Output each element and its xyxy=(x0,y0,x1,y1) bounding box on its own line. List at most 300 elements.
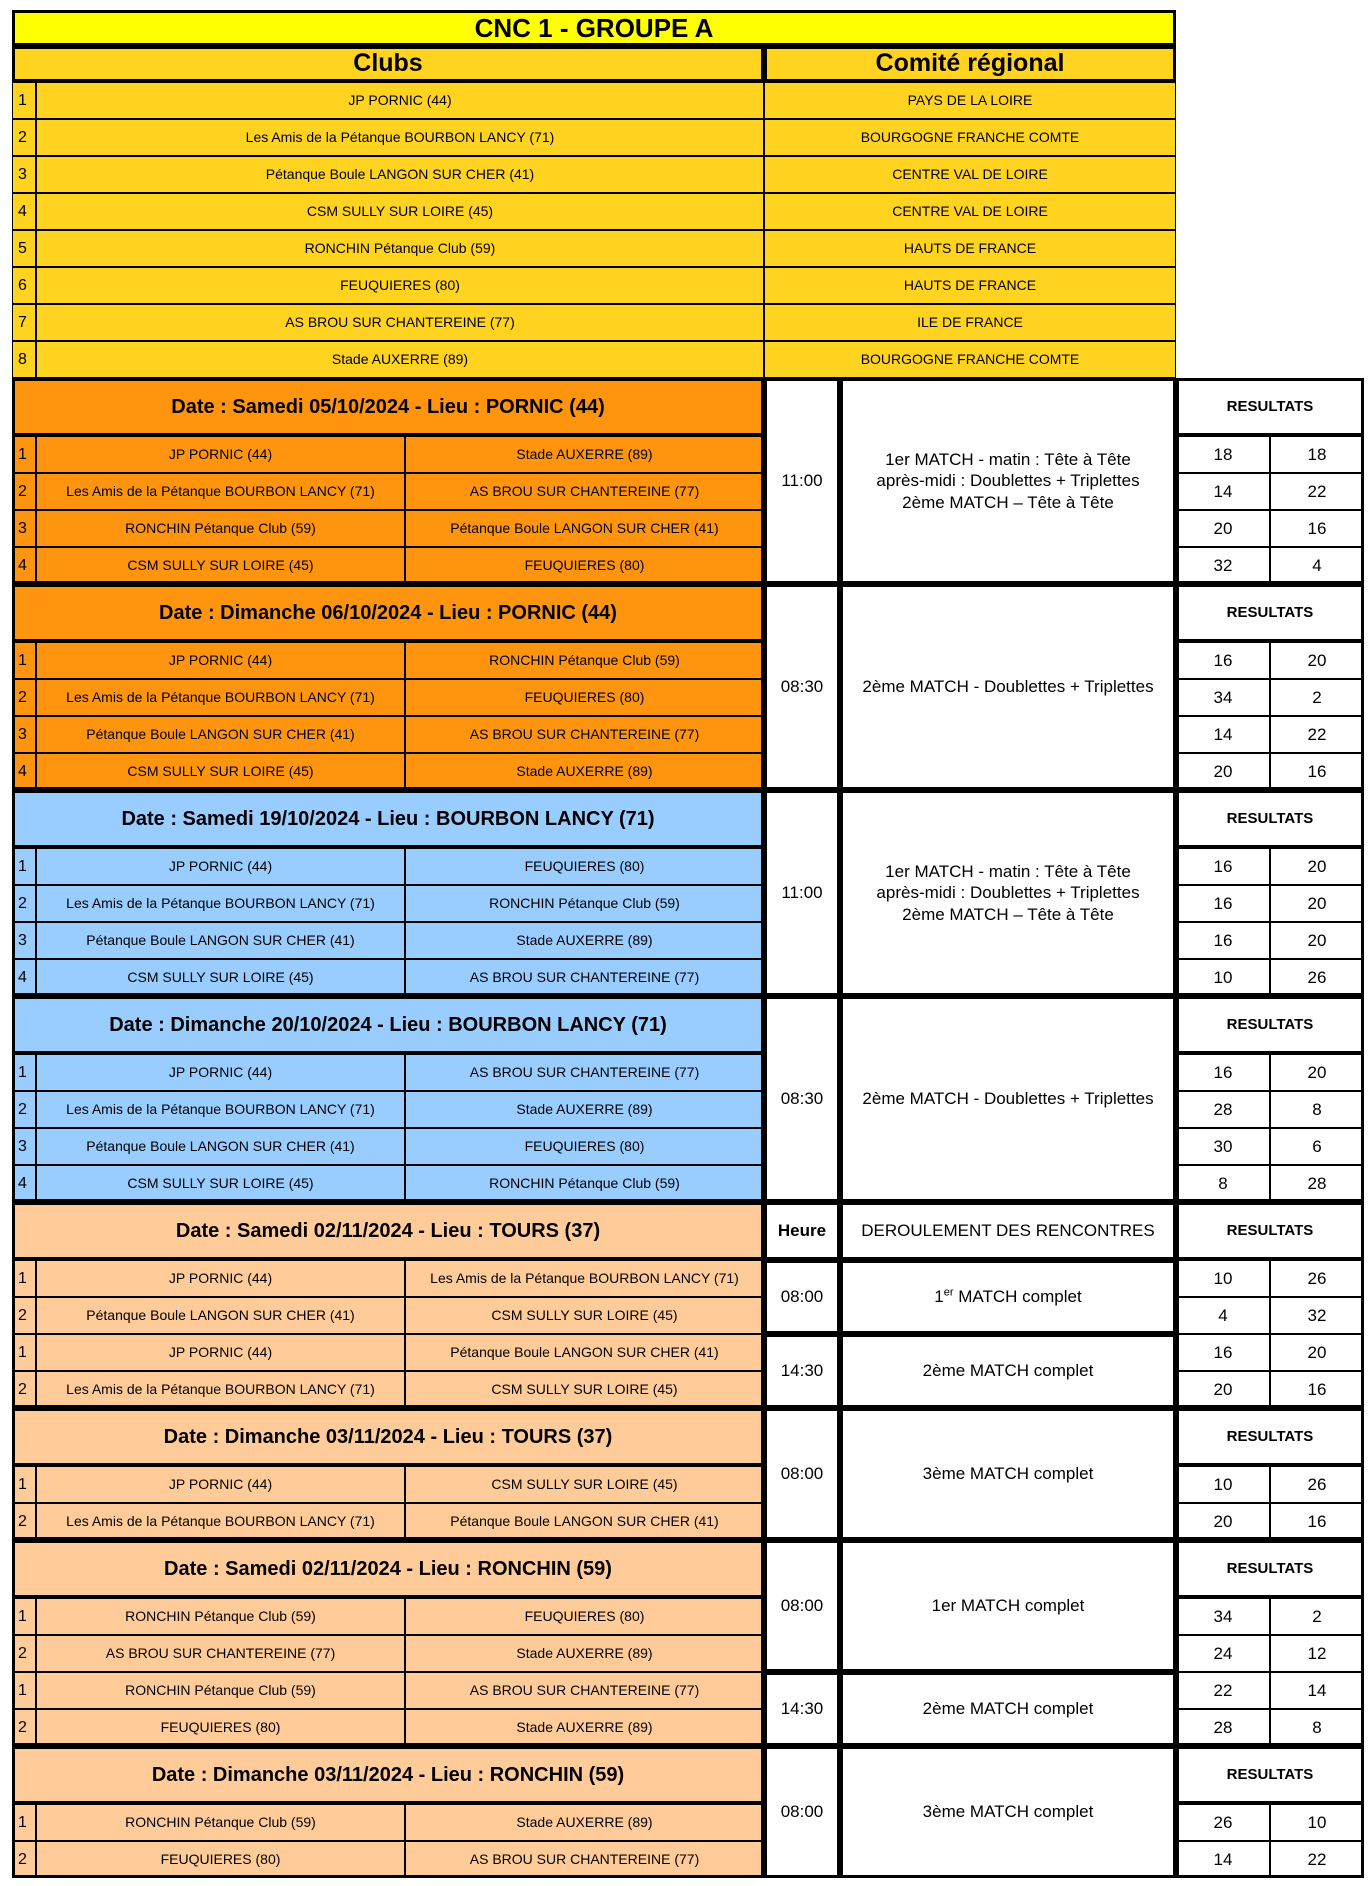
home-score xyxy=(1176,642,1270,679)
home-score xyxy=(1176,959,1270,996)
match-number-text: 2 xyxy=(18,482,27,500)
away-team-text: CSM SULLY SUR LOIRE (45) xyxy=(491,1475,678,1492)
home-team-text: Les Amis de la Pétanque BOURBON LANCY (71) xyxy=(66,1100,375,1117)
away-team-text: CSM SULLY SUR LOIRE (45) xyxy=(491,1380,678,1397)
home-score-text: 20 xyxy=(1213,761,1233,781)
club-number xyxy=(12,193,36,230)
away-score-text: 16 xyxy=(1307,761,1327,781)
home-team-text: FEUQUIERES (80) xyxy=(160,1850,281,1867)
home-score-text: 10 xyxy=(1213,967,1233,987)
club-comite-text: BOURGOGNE FRANCHE COMTE xyxy=(860,128,1080,145)
home-score xyxy=(1176,1165,1270,1202)
match-time-text: 08:00 xyxy=(780,1287,824,1307)
away-team xyxy=(405,510,764,547)
match-time-text: 08:30 xyxy=(780,677,824,697)
match-number xyxy=(12,679,36,716)
away-score-text: 20 xyxy=(1307,856,1327,876)
club-comite-text: CENTRE VAL DE LOIRE xyxy=(892,202,1048,219)
day-header-text: Date : Dimanche 03/11/2024 - Lieu : TOURS (37) xyxy=(163,1425,613,1448)
home-team-text: AS BROU SUR CHANTEREINE (77) xyxy=(105,1644,336,1661)
match-number xyxy=(12,1635,36,1672)
match-number xyxy=(12,473,36,510)
match-time-text: 11:00 xyxy=(781,883,823,903)
match-time-text: 08:00 xyxy=(780,1802,824,1822)
home-score-text: 14 xyxy=(1213,1849,1233,1869)
match-number xyxy=(12,885,36,922)
away-score-text: 22 xyxy=(1307,1849,1327,1869)
away-team-text: AS BROU SUR CHANTEREINE (77) xyxy=(469,968,700,985)
away-team-text: AS BROU SUR CHANTEREINE (77) xyxy=(469,1681,700,1698)
home-team-text: JP PORNIC (44) xyxy=(168,857,273,874)
match-description xyxy=(840,790,1176,996)
home-score xyxy=(1176,1466,1270,1503)
home-team-text: Les Amis de la Pétanque BOURBON LANCY (71) xyxy=(66,894,375,911)
match-time xyxy=(764,1408,840,1540)
home-score-text: 10 xyxy=(1213,1474,1233,1494)
away-team-text: Stade AUXERRE (89) xyxy=(516,1644,653,1661)
away-score xyxy=(1270,510,1364,547)
away-team-text: Stade AUXERRE (89) xyxy=(516,445,653,462)
match-number xyxy=(12,1841,36,1878)
results-header-text: RESULTATS xyxy=(1226,1559,1314,1577)
home-score xyxy=(1176,716,1270,753)
results-header-text: RESULTATS xyxy=(1226,1765,1314,1783)
match-number xyxy=(12,547,36,584)
away-score xyxy=(1270,1128,1364,1165)
day-header-text: Date : Dimanche 03/11/2024 - Lieu : RONCHIN (59) xyxy=(151,1763,625,1786)
away-team-text: Stade AUXERRE (89) xyxy=(516,762,653,779)
away-score xyxy=(1270,1297,1364,1334)
match-number-text: 3 xyxy=(18,1137,27,1155)
day-header xyxy=(12,1408,764,1466)
day-header-text: Date : Dimanche 06/10/2024 - Lieu : PORNIC (44) xyxy=(159,601,617,624)
home-score-text: 16 xyxy=(1213,1062,1233,1082)
away-score xyxy=(1270,473,1364,510)
away-team xyxy=(405,1804,764,1841)
away-team xyxy=(405,1709,764,1746)
home-team xyxy=(36,1371,405,1408)
match-number-text: 1 xyxy=(18,1343,27,1361)
match-description xyxy=(840,584,1176,790)
away-score-text: 20 xyxy=(1307,1342,1327,1362)
home-team-text: JP PORNIC (44) xyxy=(168,1269,273,1286)
home-team xyxy=(36,922,405,959)
away-score-text: 22 xyxy=(1307,481,1327,501)
club-name-text: CSM SULLY SUR LOIRE (45) xyxy=(306,202,494,219)
description-line: 2ème MATCH complet xyxy=(922,1361,1094,1381)
match-number-text: 3 xyxy=(18,519,27,537)
match-number xyxy=(12,716,36,753)
home-team xyxy=(36,1598,405,1635)
match-time-text: 08:00 xyxy=(780,1596,824,1616)
match-time-text: 11:00 xyxy=(781,471,823,491)
home-team xyxy=(36,885,405,922)
description-line: 2ème MATCH – Tête à Tête xyxy=(902,492,1114,512)
home-team-text: JP PORNIC (44) xyxy=(168,651,273,668)
home-score xyxy=(1176,1371,1270,1408)
home-score-text: 34 xyxy=(1213,687,1233,707)
match-number xyxy=(12,1260,36,1297)
home-score-text: 8 xyxy=(1218,1173,1228,1193)
match-number xyxy=(12,1091,36,1128)
match-time xyxy=(764,996,840,1202)
match-time xyxy=(764,1672,840,1746)
home-team xyxy=(36,1672,405,1709)
results-header xyxy=(1176,1408,1364,1466)
home-score xyxy=(1176,547,1270,584)
away-score-text: 6 xyxy=(1312,1136,1322,1156)
match-time-text: 14:30 xyxy=(780,1699,824,1719)
away-score-text: 26 xyxy=(1307,967,1327,987)
away-team-text: AS BROU SUR CHANTEREINE (77) xyxy=(469,1850,700,1867)
away-score-text: 28 xyxy=(1307,1173,1327,1193)
home-team-text: CSM SULLY SUR LOIRE (45) xyxy=(127,968,314,985)
match-number xyxy=(12,1598,36,1635)
away-score xyxy=(1270,1841,1364,1878)
day-header xyxy=(12,378,764,436)
match-description xyxy=(840,378,1176,584)
away-score-text: 16 xyxy=(1307,518,1327,538)
home-team xyxy=(36,1466,405,1503)
away-team xyxy=(405,1165,764,1202)
home-score xyxy=(1176,1598,1270,1635)
home-team xyxy=(36,1128,405,1165)
match-number-text: 2 xyxy=(18,1100,27,1118)
match-number xyxy=(12,1054,36,1091)
away-score xyxy=(1270,885,1364,922)
match-number xyxy=(12,922,36,959)
home-team-text: RONCHIN Pétanque Club (59) xyxy=(125,1813,316,1830)
club-name-text: Pétanque Boule LANGON SUR CHER (41) xyxy=(265,165,535,182)
match-number xyxy=(12,1128,36,1165)
away-score-text: 20 xyxy=(1307,893,1327,913)
away-score-text: 8 xyxy=(1312,1099,1322,1119)
home-team xyxy=(36,473,405,510)
match-number-text: 1 xyxy=(18,1063,27,1081)
away-team xyxy=(405,473,764,510)
away-team-text: FEUQUIERES (80) xyxy=(524,857,645,874)
home-score xyxy=(1176,1709,1270,1746)
club-name-text: Les Amis de la Pétanque BOURBON LANCY (71) xyxy=(245,128,555,145)
home-score-text: 26 xyxy=(1213,1812,1233,1832)
away-score-text: 20 xyxy=(1307,930,1327,950)
match-number-text: 2 xyxy=(18,1512,27,1530)
home-score xyxy=(1176,848,1270,885)
away-team xyxy=(405,885,764,922)
match-number-text: 3 xyxy=(18,931,27,949)
club-number-text: 2 xyxy=(18,128,27,146)
away-score-text: 8 xyxy=(1312,1717,1322,1737)
home-score-text: 20 xyxy=(1213,518,1233,538)
deroulement-header xyxy=(840,1202,1176,1260)
home-team xyxy=(36,848,405,885)
match-description xyxy=(840,996,1176,1202)
club-comite-text: CENTRE VAL DE LOIRE xyxy=(892,165,1048,182)
results-header-text: RESULTATS xyxy=(1226,1221,1314,1239)
match-number xyxy=(12,1334,36,1371)
day-header xyxy=(12,790,764,848)
away-team xyxy=(405,1503,764,1540)
heure-header xyxy=(764,1202,840,1260)
away-score xyxy=(1270,753,1364,790)
away-score xyxy=(1270,1334,1364,1371)
results-header xyxy=(1176,1746,1364,1804)
away-score-text: 26 xyxy=(1307,1474,1327,1494)
home-score-text: 4 xyxy=(1218,1305,1228,1325)
description-line: 2ème MATCH – Tête à Tête xyxy=(902,904,1114,924)
away-team xyxy=(405,1297,764,1334)
club-name-text: RONCHIN Pétanque Club (59) xyxy=(304,239,496,256)
home-team-text: CSM SULLY SUR LOIRE (45) xyxy=(127,1174,314,1191)
away-team xyxy=(405,1128,764,1165)
home-team xyxy=(36,1054,405,1091)
home-team-text: CSM SULLY SUR LOIRE (45) xyxy=(127,762,314,779)
club-number-text: 8 xyxy=(18,350,27,368)
home-team xyxy=(36,716,405,753)
club-name xyxy=(36,156,764,193)
away-score xyxy=(1270,679,1364,716)
club-name-text: JP PORNIC (44) xyxy=(348,91,452,108)
match-number-text: 4 xyxy=(18,556,27,574)
away-team xyxy=(405,1371,764,1408)
match-time xyxy=(764,378,840,584)
away-score-text: 10 xyxy=(1307,1812,1327,1832)
home-team xyxy=(36,510,405,547)
clubs-header-text: Clubs xyxy=(353,49,423,78)
club-number xyxy=(12,119,36,156)
home-score xyxy=(1176,436,1270,473)
club-comite xyxy=(764,119,1176,156)
match-number xyxy=(12,1804,36,1841)
away-score xyxy=(1270,959,1364,996)
comite-header xyxy=(764,46,1176,82)
match-time xyxy=(764,584,840,790)
home-score xyxy=(1176,1635,1270,1672)
home-score xyxy=(1176,885,1270,922)
home-score xyxy=(1176,510,1270,547)
club-number xyxy=(12,341,36,378)
home-team-text: Les Amis de la Pétanque BOURBON LANCY (71) xyxy=(66,1380,375,1397)
description-line: 2ème MATCH - Doublettes + Triplettes xyxy=(862,677,1154,697)
home-score-text: 10 xyxy=(1213,1268,1233,1288)
away-score-text: 32 xyxy=(1307,1305,1327,1325)
match-number-text: 4 xyxy=(18,1174,27,1192)
home-score-text: 20 xyxy=(1213,1379,1233,1399)
club-comite xyxy=(764,82,1176,119)
away-team-text: RONCHIN Pétanque Club (59) xyxy=(489,1174,680,1191)
away-score-text: 26 xyxy=(1307,1268,1327,1288)
match-description xyxy=(840,1260,1176,1334)
club-number xyxy=(12,156,36,193)
club-number-text: 5 xyxy=(18,239,27,257)
away-team xyxy=(405,848,764,885)
results-header xyxy=(1176,1540,1364,1598)
match-time xyxy=(764,1540,840,1672)
description-line: 1er MATCH - matin : Tête à Tête xyxy=(885,450,1131,470)
away-team-text: FEUQUIERES (80) xyxy=(524,556,645,573)
away-score-text: 18 xyxy=(1307,444,1327,464)
match-number-text: 4 xyxy=(18,968,27,986)
home-score xyxy=(1176,1260,1270,1297)
away-team-text: AS BROU SUR CHANTEREINE (77) xyxy=(469,725,700,742)
home-team-text: JP PORNIC (44) xyxy=(168,1063,273,1080)
match-number xyxy=(12,436,36,473)
away-team xyxy=(405,1635,764,1672)
home-score-text: 16 xyxy=(1213,650,1233,670)
home-team xyxy=(36,1260,405,1297)
home-score xyxy=(1176,1054,1270,1091)
match-number-text: 2 xyxy=(18,1644,27,1662)
away-score-text: 22 xyxy=(1307,724,1327,744)
results-header-text: RESULTATS xyxy=(1226,1427,1314,1445)
home-score xyxy=(1176,1091,1270,1128)
away-score xyxy=(1270,1091,1364,1128)
away-team-text: FEUQUIERES (80) xyxy=(524,1607,645,1624)
away-score-text: 12 xyxy=(1307,1643,1327,1663)
away-team-text: CSM SULLY SUR LOIRE (45) xyxy=(491,1306,678,1323)
club-name-text: Stade AUXERRE (89) xyxy=(331,350,469,367)
match-number-text: 1 xyxy=(18,1475,27,1493)
match-time xyxy=(764,1260,840,1334)
club-number-text: 1 xyxy=(18,91,27,109)
day-header-text: Date : Samedi 05/10/2024 - Lieu : PORNIC (44) xyxy=(171,395,605,418)
description-line: après-midi : Doublettes + Triplettes xyxy=(876,883,1140,903)
home-score-text: 18 xyxy=(1213,444,1233,464)
results-header xyxy=(1176,790,1364,848)
home-team-text: Les Amis de la Pétanque BOURBON LANCY (71) xyxy=(66,482,375,499)
home-team-text: Pétanque Boule LANGON SUR CHER (41) xyxy=(86,725,355,742)
description-line: 1er MATCH - matin : Tête à Tête xyxy=(885,862,1131,882)
club-name xyxy=(36,230,764,267)
home-score xyxy=(1176,753,1270,790)
away-score xyxy=(1270,642,1364,679)
away-team xyxy=(405,547,764,584)
home-score-text: 28 xyxy=(1213,1099,1233,1119)
results-header xyxy=(1176,378,1364,436)
home-score-text: 24 xyxy=(1213,1643,1233,1663)
away-team xyxy=(405,753,764,790)
match-description xyxy=(840,1540,1176,1672)
away-team-text: Pétanque Boule LANGON SUR CHER (41) xyxy=(450,1343,719,1360)
home-team xyxy=(36,679,405,716)
results-header-text: RESULTATS xyxy=(1226,809,1314,827)
home-team xyxy=(36,547,405,584)
away-team-text: AS BROU SUR CHANTEREINE (77) xyxy=(469,482,700,499)
results-header-text: RESULTATS xyxy=(1226,603,1314,621)
home-team-text: FEUQUIERES (80) xyxy=(160,1718,281,1735)
away-score xyxy=(1270,1804,1364,1841)
match-description xyxy=(840,1672,1176,1746)
match-number-text: 2 xyxy=(18,1306,27,1324)
home-team-text: JP PORNIC (44) xyxy=(168,1475,273,1492)
away-score xyxy=(1270,1165,1364,1202)
club-comite-text: BOURGOGNE FRANCHE COMTE xyxy=(860,350,1080,367)
home-team xyxy=(36,1503,405,1540)
clubs-header xyxy=(12,46,764,82)
away-team xyxy=(405,1598,764,1635)
match-time xyxy=(764,1746,840,1878)
club-comite xyxy=(764,267,1176,304)
match-number-text: 1 xyxy=(18,1681,27,1699)
home-score-text: 16 xyxy=(1213,1342,1233,1362)
match-description xyxy=(840,1746,1176,1878)
away-score xyxy=(1270,848,1364,885)
home-team-text: Pétanque Boule LANGON SUR CHER (41) xyxy=(86,931,355,948)
away-team-text: Pétanque Boule LANGON SUR CHER (41) xyxy=(450,519,719,536)
home-score-text: 16 xyxy=(1213,930,1233,950)
day-header-text: Date : Dimanche 20/10/2024 - Lieu : BOURBON LANCY (71) xyxy=(109,1013,667,1036)
home-team-text: RONCHIN Pétanque Club (59) xyxy=(125,1607,316,1624)
home-team xyxy=(36,1091,405,1128)
home-team xyxy=(36,1804,405,1841)
home-team-text: RONCHIN Pétanque Club (59) xyxy=(125,1681,316,1698)
home-team-text: CSM SULLY SUR LOIRE (45) xyxy=(127,556,314,573)
home-score xyxy=(1176,1334,1270,1371)
match-number-text: 2 xyxy=(18,1718,27,1736)
away-score-text: 20 xyxy=(1307,650,1327,670)
description-line: 1er MATCH complet xyxy=(931,1596,1085,1616)
away-team-text: RONCHIN Pétanque Club (59) xyxy=(489,894,680,911)
match-number-text: 3 xyxy=(18,725,27,743)
away-team xyxy=(405,642,764,679)
results-header-text: RESULTATS xyxy=(1226,1015,1314,1033)
day-header xyxy=(12,1540,764,1598)
home-team xyxy=(36,642,405,679)
description-line: 3ème MATCH complet xyxy=(922,1802,1094,1822)
match-number-text: 1 xyxy=(18,651,27,669)
away-score xyxy=(1270,1503,1364,1540)
home-score xyxy=(1176,1297,1270,1334)
results-header-text: RESULTATS xyxy=(1226,397,1314,415)
home-team-text: JP PORNIC (44) xyxy=(168,1343,273,1360)
away-score xyxy=(1270,1598,1364,1635)
home-score-text: 30 xyxy=(1213,1136,1233,1156)
home-score xyxy=(1176,1672,1270,1709)
match-number-text: 2 xyxy=(18,1850,27,1868)
description-line: après-midi : Doublettes + Triplettes xyxy=(876,471,1140,491)
results-header xyxy=(1176,996,1364,1054)
home-score xyxy=(1176,922,1270,959)
match-number xyxy=(12,642,36,679)
club-comite xyxy=(764,304,1176,341)
away-team xyxy=(405,1466,764,1503)
away-score-text: 16 xyxy=(1307,1511,1327,1531)
match-number xyxy=(12,1297,36,1334)
away-team xyxy=(405,1054,764,1091)
description-line: 2ème MATCH - Doublettes + Triplettes xyxy=(862,1089,1154,1109)
club-name xyxy=(36,267,764,304)
away-score xyxy=(1270,922,1364,959)
away-team-text: Stade AUXERRE (89) xyxy=(516,1100,653,1117)
club-name xyxy=(36,119,764,156)
club-name-text: FEUQUIERES (80) xyxy=(340,276,460,293)
away-score xyxy=(1270,1260,1364,1297)
match-number-text: 4 xyxy=(18,762,27,780)
away-team-text: FEUQUIERES (80) xyxy=(524,688,645,705)
away-score xyxy=(1270,716,1364,753)
home-score-text: 22 xyxy=(1213,1680,1233,1700)
home-score xyxy=(1176,473,1270,510)
match-number-text: 1 xyxy=(18,1607,27,1625)
away-team xyxy=(405,1334,764,1371)
comite-header-text: Comité régional xyxy=(875,49,1065,78)
home-score xyxy=(1176,1841,1270,1878)
page-title xyxy=(12,10,1176,46)
away-team xyxy=(405,1260,764,1297)
match-number-text: 1 xyxy=(18,857,27,875)
away-score xyxy=(1270,1672,1364,1709)
away-team xyxy=(405,1672,764,1709)
